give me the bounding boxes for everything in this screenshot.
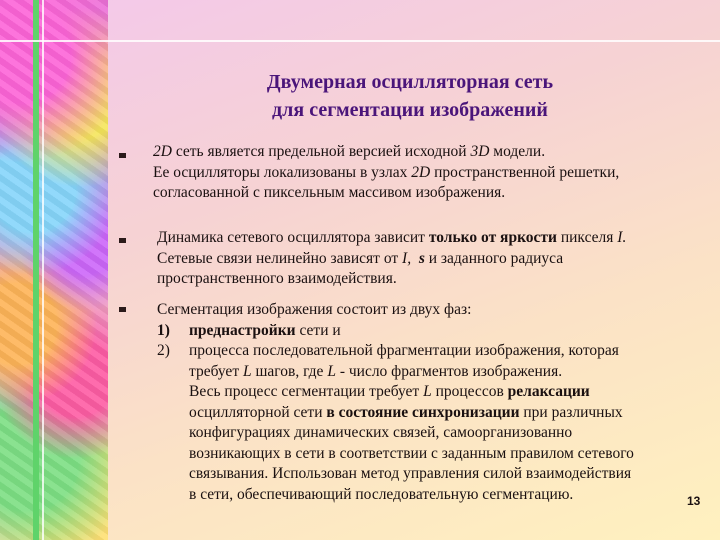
bullet-marker	[119, 153, 126, 158]
text-line: пространственного взаимодействия.	[157, 270, 397, 287]
text-fragment: - число фрагментов изображения.	[335, 362, 563, 380]
title-line-2: для сегментации изображений	[272, 99, 548, 121]
list-item	[157, 341, 717, 362]
text-fragment: релаксации	[507, 383, 590, 400]
text-fragment: преднастройки	[189, 321, 296, 339]
text-line: Сегментация изображения состоит из двух фаз:	[157, 301, 472, 318]
decorative-horizontal-line	[0, 40, 720, 42]
bullet-marker	[119, 307, 126, 312]
text-fragment: процессов	[431, 383, 508, 400]
text-fragment: шагов, где	[251, 362, 328, 380]
text-line: связывания. Использован метод управления силой взаимодействия	[189, 465, 632, 482]
text-fragment: s	[418, 249, 425, 267]
decorative-sidebar	[0, 0, 108, 540]
page-number: 13	[687, 494, 701, 508]
decorative-vertical-line-white	[42, 0, 44, 540]
text-fragment: осцилляторной сети	[189, 403, 327, 421]
text-fragment: L	[242, 362, 252, 380]
text-fragment: 3D	[470, 143, 490, 160]
text-fragment: Динамика сетевого осциллятора зависит	[157, 229, 429, 246]
decorative-vertical-line	[33, 0, 39, 540]
text-fragment: требует	[189, 362, 243, 380]
text-line: в сети, обеспечивающий последовательную сегментацию.	[189, 485, 574, 503]
list-number: 1)	[157, 321, 170, 339]
text-fragment: I,	[402, 249, 412, 267]
text-fragment: L	[327, 362, 336, 380]
text-fragment: Ее осцилляторы локализованы в узлах	[153, 163, 412, 181]
text-fragment: Сетевые связи нелинейно зависят от	[157, 249, 403, 267]
text-fragment: L	[423, 383, 432, 400]
list-number: 2)	[157, 342, 170, 359]
bullet-1-text	[153, 142, 713, 204]
text-fragment: только от яркости	[428, 229, 557, 246]
bullet-2-text	[157, 228, 713, 290]
title-line-1: Двумерная осцилляторная сеть	[266, 71, 554, 93]
text-fragment: сеть является предельной версией исходной	[171, 143, 471, 160]
text-fragment: 2D	[411, 163, 431, 181]
text-fragment: при различных	[519, 403, 623, 421]
text-fragment: I.	[617, 229, 627, 246]
slide-title	[150, 68, 670, 124]
list-item	[157, 321, 717, 342]
text-fragment: 2D	[153, 143, 172, 160]
text-line: конфигурациях динамических связей, самоорганизованно	[189, 424, 573, 441]
text-line: возникающих в сети в соответствии с заданным правилом сетевого	[189, 444, 634, 462]
text-fragment: пространственной решетки,	[430, 163, 620, 181]
text-fragment: модели.	[489, 143, 546, 160]
bullet-marker	[119, 238, 126, 243]
text-fragment: Весь процесс сегментации требует	[189, 383, 424, 400]
text-line: согласованной с пиксельным массивом изображения.	[153, 184, 506, 201]
bullet-3-text	[157, 300, 717, 505]
text-fragment: пикселя	[556, 229, 618, 246]
text-fragment: в состояние синхронизации	[326, 403, 520, 421]
text-fragment: сети и	[295, 321, 341, 339]
text-fragment: процесса последовательной фрагментации изображения, которая	[189, 342, 619, 359]
text-fragment: и заданного радиуса	[424, 249, 564, 267]
